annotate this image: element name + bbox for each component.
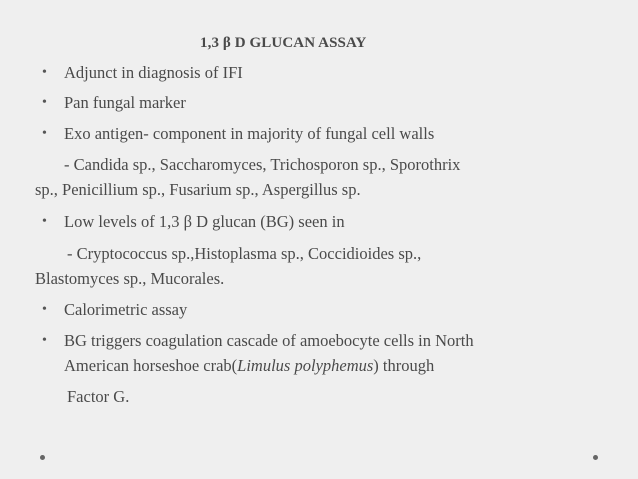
crab-suffix: ) through (373, 356, 435, 375)
slide-title: 1,3 β D GLUCAN ASSAY (200, 35, 367, 51)
horseshoe-crab-line (64, 356, 434, 376)
bullet-text-adjunct: Adjunct in diagnosis of IFI (64, 63, 243, 82)
bullet-icon: • (42, 65, 47, 80)
factor-g-line: Factor G. (67, 387, 130, 406)
bullet-text-pan-fungal: Pan fungal marker (64, 93, 186, 112)
bullet-text-low-levels: Low levels of 1,3 β D glucan (BG) seen in (64, 212, 345, 231)
footer-dot-right-icon (593, 455, 598, 460)
bullet-icon: • (42, 126, 47, 141)
footer-dot-left-icon (40, 455, 45, 460)
bullet-icon: • (42, 302, 47, 317)
bullet-text-bg-triggers: BG triggers coagulation cascade of amoebocyte cells in North (64, 331, 474, 350)
bullet-icon: • (42, 333, 47, 348)
bullet-text-calorimetric: Calorimetric assay (64, 300, 188, 319)
bullet-text-exo-antigen: Exo antigen- component in majority of fungal cell walls (64, 124, 435, 143)
fungi-list-line-1: - Candida sp., Saccharomyces, Trichosporon sp., Sporothrix (64, 155, 461, 174)
crab-prefix: American horseshoe crab( (64, 356, 238, 375)
low-level-fungi-line-2: Blastomyces sp., Mucorales. (35, 269, 225, 288)
low-level-fungi-line-1: - Cryptococcus sp.,Histoplasma sp., Coccidioides sp., (67, 244, 422, 263)
crab-species: Limulus polyphemus (237, 356, 374, 375)
bullet-icon: • (42, 95, 47, 110)
bullet-icon: • (42, 214, 47, 229)
fungi-list-line-2: sp., Penicillium sp., Fusarium sp., Aspergillus sp. (35, 180, 361, 199)
